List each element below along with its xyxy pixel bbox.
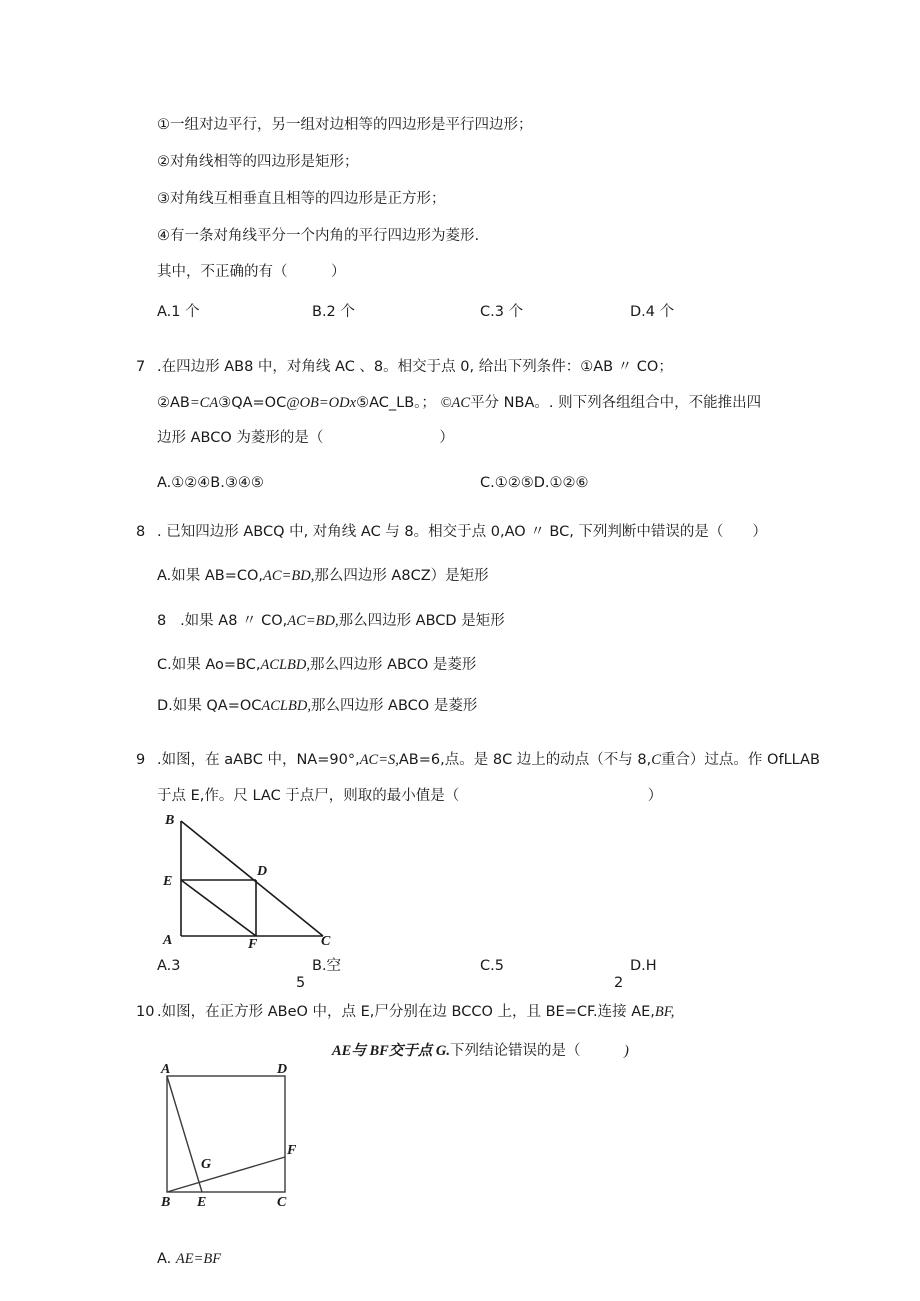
- statement-2: ②对角线相等的四边形是矩形；: [157, 154, 359, 170]
- statement-4: ④有一条对角线平分一个内角的平行四边形为菱形.: [157, 228, 480, 244]
- square-figure: [155, 1060, 305, 1210]
- q8-number: 8: [136, 524, 146, 540]
- q6-stem: 其中，不正确的有（ ）: [157, 264, 346, 280]
- q8-b-text-2: AC=BD,: [287, 613, 339, 629]
- q7-cond-6-a: ©AC: [440, 395, 471, 411]
- q8-d-text-1: D.如果 QA=OC: [157, 698, 262, 714]
- q7-cond-2-b: =CA: [189, 395, 219, 411]
- q6-option-b: B.2 个: [312, 304, 355, 320]
- statement-3: ③对角线互相垂直且相等的四边形是正方形；: [157, 191, 446, 207]
- side-bc: [181, 821, 323, 936]
- q9-option-d-denominator: 2: [614, 975, 624, 991]
- label-a: A: [161, 1062, 171, 1077]
- q10-a-label: A.: [157, 1251, 172, 1267]
- segment-ef: [181, 880, 256, 936]
- label-c: C: [277, 1195, 287, 1210]
- q8-c-text-2: ACLBD,: [260, 657, 311, 673]
- q8-c-text-3: 那么四边形 ABCO 是菱形: [310, 657, 477, 673]
- q9-text-4: C: [651, 752, 661, 768]
- q10-number: 10: [136, 1004, 155, 1020]
- q8-a-text-1: A.如果 AB=CO,: [157, 568, 264, 584]
- q10-text-4: AE与 BF交于点 G.: [332, 1043, 451, 1059]
- q8-b-text-1: .如果 A8 〃 CO,: [180, 613, 288, 629]
- q9-line-1: [157, 750, 820, 770]
- q8-stem: . 已知四边形 ABCQ 中, 对角线 AC 与 8。相交于点 0,AO 〃 BC, 下列判断中错误的是（ ）: [157, 524, 767, 540]
- q8-option-d: [157, 696, 477, 716]
- q10-text-2: F.连接 AE,: [586, 1004, 655, 1020]
- q7-cond-2-a: ②AB: [157, 395, 190, 411]
- q7-option-cd: C.①②⑤D.①②⑥: [480, 475, 589, 491]
- q7-cond-5: ⑤AC_LB。；: [356, 395, 436, 411]
- q10-text-1: .如图，在正方形 ABeO 中，点 E,尸分别在边 BCCO 上，且 BE=C: [157, 1004, 587, 1020]
- q7-line-2: [157, 393, 761, 413]
- q9-option-c: C.5: [480, 958, 504, 974]
- q7-option-ab: A.①②④B.③④⑤: [157, 475, 264, 491]
- label-e: E: [197, 1195, 207, 1210]
- q8-c-text-1: C.如果 Ao=BC,: [157, 657, 261, 673]
- label-b: B: [161, 1195, 171, 1210]
- q7-cond-4: @OB=ODx: [286, 395, 357, 411]
- q6-option-c: C.3 个: [480, 304, 524, 320]
- q6-option-a: A.1 个: [157, 304, 200, 320]
- label-e: E: [163, 874, 173, 889]
- segment-bf: [167, 1157, 285, 1192]
- q10-line-1: [157, 1002, 674, 1022]
- q7-number: 7: [136, 359, 146, 375]
- q7-line-3: 边形 ABCO 为菱形的是（ ）: [157, 430, 454, 446]
- label-d: D: [277, 1062, 288, 1077]
- q8-b-label: 8: [157, 613, 167, 629]
- q10-text-5: 下列结论错误的是（: [450, 1043, 625, 1059]
- statement-1: ①一组对边平行，另一组对边相等的四边形是平行四边形；: [157, 117, 533, 133]
- q9-text-1: .如图，在 aABC 中，NA=90°,: [157, 752, 360, 768]
- q8-option-a: [157, 566, 489, 586]
- q6-option-d: D.4 个: [630, 304, 675, 320]
- label-f: F: [287, 1143, 297, 1158]
- q9-option-b-denominator: 5: [296, 975, 306, 991]
- q10-line-2: [332, 1041, 629, 1061]
- q9-line-2: 于点 E,作。尺 LAC 于点尸，则取的最小值是（ ）: [157, 788, 663, 804]
- label-b: B: [165, 813, 175, 828]
- q9-text-5: 重合）过点。作 OfLLAB: [660, 752, 820, 768]
- q9-option-a: A.3: [157, 958, 181, 974]
- label-f: F: [248, 937, 258, 952]
- q8-a-text-3: 那么四边形 A8CZ）是矩形: [314, 568, 489, 584]
- q10-a-text: AE=BF: [175, 1251, 222, 1267]
- q9-text-2: AC=S,: [359, 752, 399, 768]
- q8-option-c: [157, 655, 476, 675]
- label-a: A: [163, 933, 173, 948]
- q10-option-a: [157, 1249, 221, 1269]
- q7-cond-6-b: 平分 NBA。. 则下列各组组合中，不能推出四: [470, 395, 762, 411]
- q10-text-6: ): [624, 1043, 629, 1059]
- q8-a-text-2: AC=BD,: [263, 568, 315, 584]
- q9-option-d: D.H: [630, 958, 657, 974]
- q9-text-3: AB=6,点。是 8C 边上的动点（不与 8,: [398, 752, 652, 768]
- q7-line-1: .在四边形 AB8 中，对角线 AC 、8。相交于点 0, 给出下列条件：①AB 〃 CO；: [157, 359, 673, 375]
- label-c: C: [321, 934, 331, 949]
- q8-d-text-2: ACLBD,: [261, 698, 311, 714]
- q8-d-text-3: 那么四边形 ABCO 是菱形: [310, 698, 478, 714]
- q7-cond-3: ③QA=OC: [218, 395, 287, 411]
- label-g: G: [201, 1157, 212, 1172]
- q8-option-b: [157, 611, 505, 631]
- segment-ae: [167, 1076, 202, 1192]
- q9-number: 9: [136, 752, 146, 768]
- q10-text-3: BF,: [654, 1004, 675, 1020]
- q9-option-b: B.空: [312, 958, 342, 974]
- triangle-figure: [155, 808, 345, 954]
- label-d: D: [257, 864, 268, 879]
- q8-b-text-3: 那么四边形 ABCD 是矩形: [338, 613, 505, 629]
